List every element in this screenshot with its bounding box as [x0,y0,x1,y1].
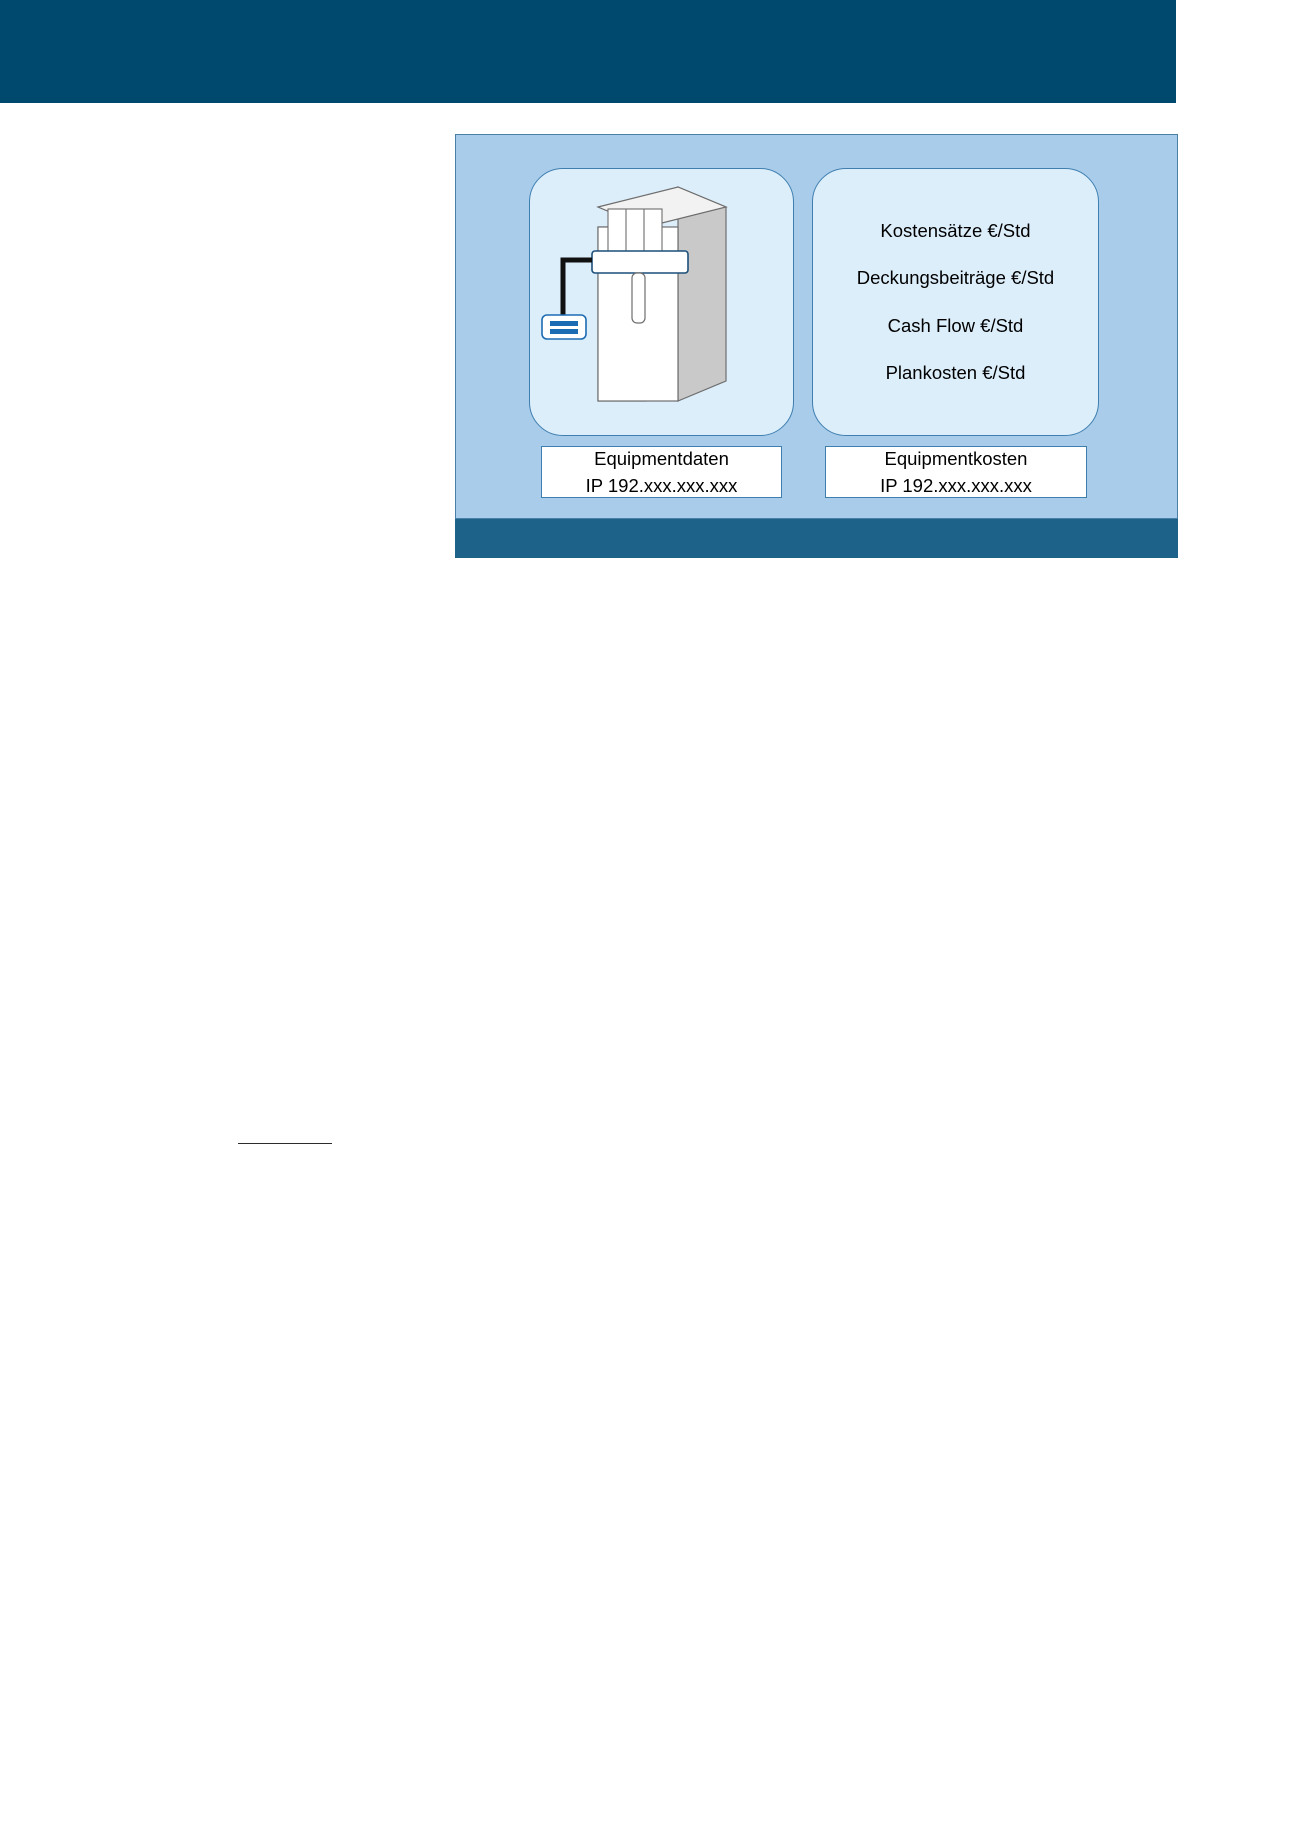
equipment-costs-caption-line1: Equipmentkosten [884,448,1028,470]
equipment-data-caption-line1: Equipmentdaten [594,448,729,470]
cost-item: Cash Flow €/Std [887,314,1024,336]
equipment-costs-caption [825,446,1087,498]
machine-with-controller-illustration [530,169,795,437]
equipment-costs-panel [812,168,1099,436]
equipment-data-caption-line2: IP 192.xxx.xxx.xxx [585,475,738,496]
equipment-costs-caption-line2: IP 192.xxx.xxx.xxx [880,475,1032,496]
figure-body [455,134,1178,519]
cost-item: Plankosten €/Std [885,361,1026,383]
cost-items-list [813,169,1098,435]
cost-item: Kostensätze €/Std [880,219,1031,241]
cost-item: Deckungsbeiträge €/Std [856,267,1055,289]
horizontal-rule-mark [238,1143,332,1144]
equipment-data-caption [541,446,782,498]
page-header-banner [0,0,1176,103]
figure-equipment-data-and-costs [455,134,1178,558]
equipment-data-panel [529,168,794,436]
figure-footer-bar [455,519,1178,558]
